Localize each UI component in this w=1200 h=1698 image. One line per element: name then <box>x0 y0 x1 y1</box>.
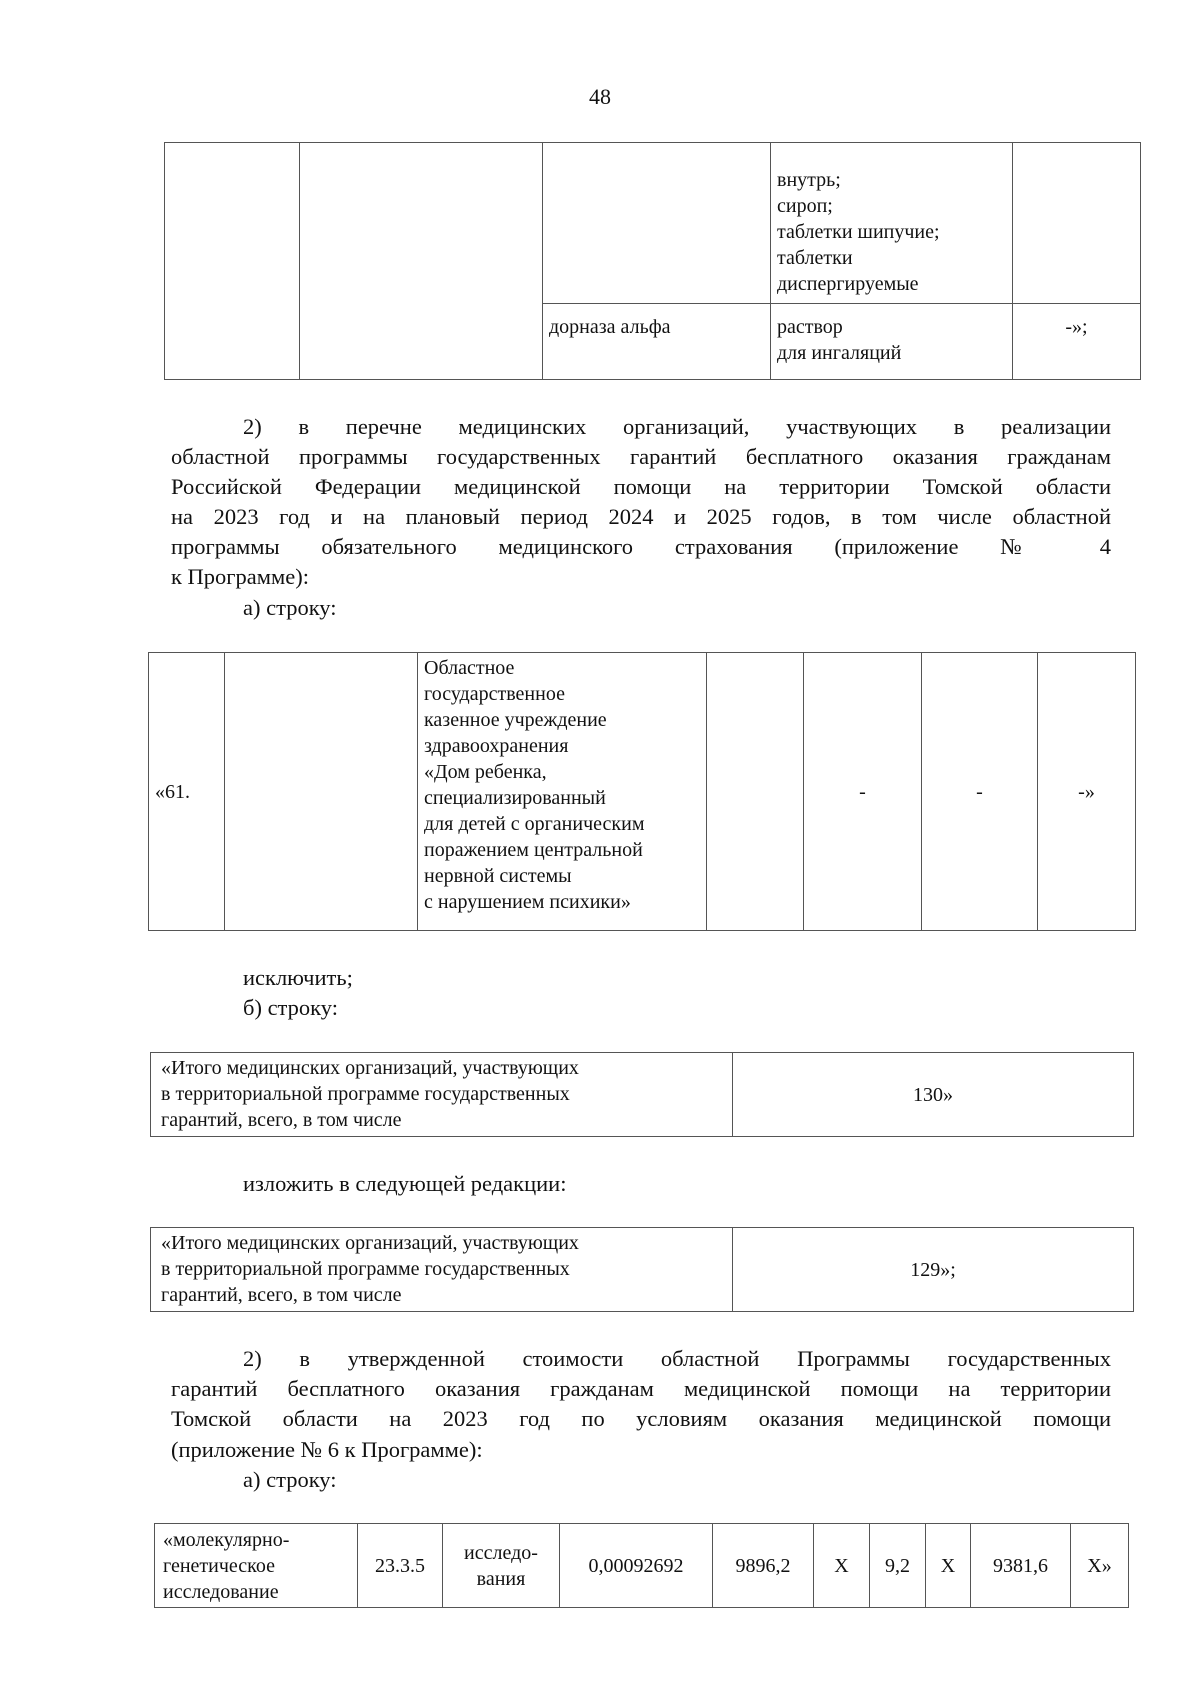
org-line: для детей с органическим <box>424 813 645 835</box>
cost-table-row <box>154 1523 1129 1608</box>
row-number: «61. <box>149 653 225 931</box>
form-line: таблетки шипучие; <box>777 221 940 243</box>
cell-dash: - <box>922 653 1038 931</box>
org-line: казенное учреждение <box>424 709 607 731</box>
cell-dash: -» <box>1038 653 1136 931</box>
org-line: специализированный <box>424 787 606 809</box>
cell-end: -»; <box>1013 304 1141 380</box>
name-line: генетическое <box>163 1554 275 1577</box>
org-line: с нарушением психики» <box>424 891 631 913</box>
label-line: гарантий, всего, в том числе <box>161 1109 402 1131</box>
value-cell: 0,00092692 <box>560 1524 713 1608</box>
subitem-b: б) строку: <box>243 995 338 1020</box>
para-line: на 2023 год и на плановый период 2024 и 2025 годов, в том числе областной <box>171 504 1111 529</box>
form-line: раствор <box>777 316 843 338</box>
org-line: поражением центральной <box>424 839 643 861</box>
total-row-old <box>150 1052 1134 1137</box>
total-label <box>151 1053 733 1137</box>
org-line: нервной системы <box>424 865 572 887</box>
form-line: таблетки <box>777 247 853 269</box>
subitem-a: а) строку: <box>243 595 337 620</box>
value-cell: 9381,6 <box>971 1524 1071 1608</box>
cell-dash: - <box>804 653 922 931</box>
label-line: в территориальной программе государственных <box>161 1083 570 1105</box>
label-line: «Итого медицинских организаций, участвующих <box>161 1057 579 1079</box>
label-line: гарантий, всего, в том числе <box>161 1284 402 1306</box>
dosage-form <box>771 304 1013 380</box>
unit-line: исследо- <box>464 1541 538 1564</box>
form-line: внутрь; <box>777 169 841 191</box>
para-line: областной программы государственных гарантий бесплатного оказания гражданам <box>171 444 1111 469</box>
form-line: диспергируемые <box>777 273 919 295</box>
dosage-forms <box>771 143 1013 304</box>
service-name <box>155 1524 358 1608</box>
label-line: в территориальной программе государственных <box>161 1258 570 1280</box>
unit-line: вания <box>476 1567 526 1590</box>
para-line: к Программе): <box>171 564 309 589</box>
total-value: 129»; <box>733 1228 1134 1312</box>
para-line: программы обязательного медицинского страхования (приложение № 4 <box>171 534 1111 559</box>
total-value: 130» <box>733 1053 1134 1137</box>
exclude-text: исключить; <box>243 965 353 990</box>
para-line: 2) в утвержденной стоимости областной Программы государственных <box>243 1346 1111 1371</box>
drug-table-fragment <box>164 142 1141 380</box>
para-line: (приложение № 6 к Программе): <box>171 1437 483 1462</box>
para-line: Томской области на 2023 год по условиям оказания медицинской помощи <box>171 1406 1111 1431</box>
org-line: «Дом ребенка, <box>424 761 547 783</box>
total-label <box>151 1228 733 1312</box>
organization-table-row <box>148 652 1136 931</box>
org-line: Областное <box>424 657 515 679</box>
page-number: 48 <box>589 84 611 109</box>
para-line: 2) в перечне медицинских организаций, участвующих в реализации <box>243 414 1111 439</box>
restate-text: изложить в следующей редакции: <box>243 1171 567 1196</box>
para-line: гарантий бесплатного оказания гражданам медицинской помощи на территории <box>171 1376 1111 1401</box>
unit <box>443 1524 560 1608</box>
code: 23.3.5 <box>358 1524 443 1608</box>
organization-name <box>418 653 707 931</box>
label-line: «Итого медицинских организаций, участвующих <box>161 1232 579 1254</box>
value-cell: Х <box>814 1524 870 1608</box>
name-line: «молекулярно- <box>163 1528 290 1551</box>
total-row-new <box>150 1227 1134 1312</box>
value-cell: Х <box>926 1524 971 1608</box>
name-line: исследование <box>163 1580 279 1603</box>
para-line: Российской Федерации медицинской помощи на территории Томской области <box>171 474 1111 499</box>
drug-name: дорназа альфа <box>543 304 771 380</box>
subitem-a: а) строку: <box>243 1467 337 1492</box>
value-cell: Х» <box>1071 1524 1129 1608</box>
form-line: сироп; <box>777 195 833 217</box>
org-line: государственное <box>424 683 565 705</box>
value-cell: 9,2 <box>870 1524 926 1608</box>
org-line: здравоохранения <box>424 735 569 757</box>
form-line: для ингаляций <box>777 342 902 364</box>
value-cell: 9896,2 <box>713 1524 814 1608</box>
